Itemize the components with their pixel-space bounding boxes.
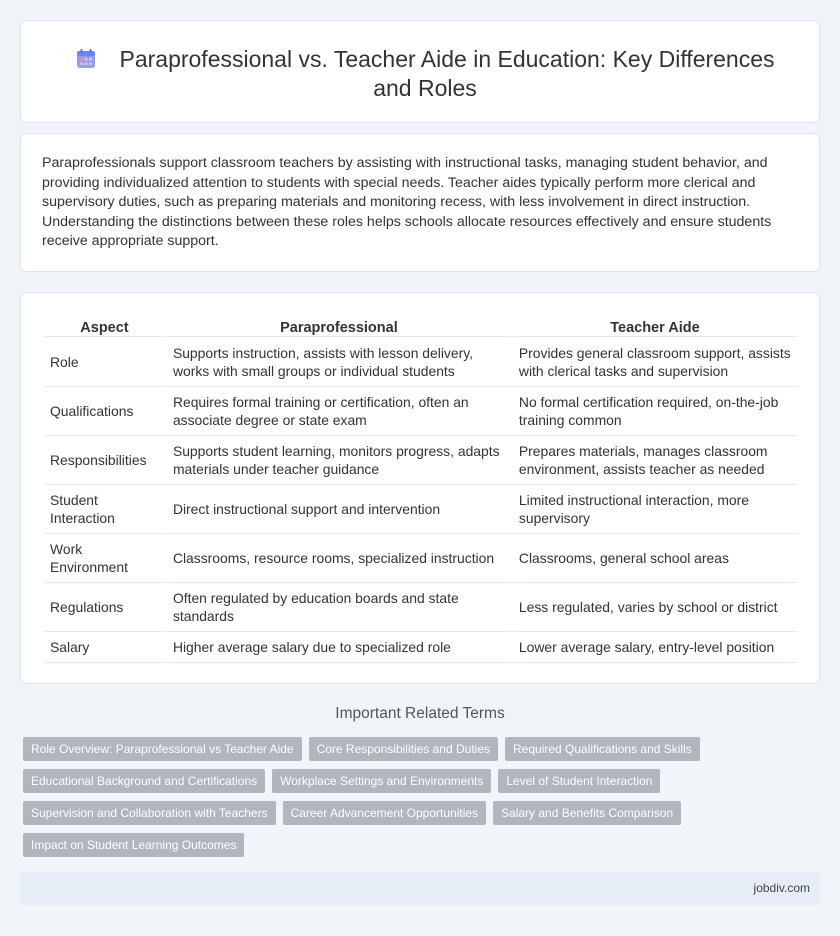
table-row — [44, 582, 797, 631]
cell-paraprofessional: Requires formal training or certification, often an associate degree or state exam — [167, 386, 511, 435]
cell-teacher-aide: Prepares materials, manages classroom environment, assists teacher as needed — [513, 435, 797, 484]
comparison-table — [42, 315, 799, 663]
related-term-tag[interactable]: Core Responsibilities and Duties — [309, 737, 498, 761]
cell-aspect: Student Interaction — [44, 484, 165, 533]
related-term-tag[interactable]: Supervision and Collaboration with Teachers — [23, 801, 276, 825]
cell-aspect: Responsibilities — [44, 435, 165, 484]
table-row — [44, 631, 797, 663]
cell-teacher-aide: Classrooms, general school areas — [513, 533, 797, 582]
cell-aspect: Qualifications — [44, 386, 165, 435]
table-row — [44, 484, 797, 533]
header-aspect: Aspect — [44, 315, 165, 337]
cell-paraprofessional: Supports student learning, monitors progress, adapts materials under teacher guidance — [167, 435, 511, 484]
cell-teacher-aide: Limited instructional interaction, more supervisory — [513, 484, 797, 533]
calendar-icon — [75, 48, 97, 70]
cell-teacher-aide: No formal certification required, on-the-job training common — [513, 386, 797, 435]
related-terms-title: Important Related Terms — [335, 705, 505, 722]
cell-aspect: Work Environment — [44, 533, 165, 582]
table-row — [44, 533, 797, 582]
footer-site-link[interactable]: jobdiv.com — [753, 881, 810, 895]
table-header-row — [44, 315, 797, 337]
cell-aspect: Salary — [44, 631, 165, 663]
intro-card — [20, 133, 820, 272]
title-card — [20, 20, 820, 123]
table-row — [44, 386, 797, 435]
page-title — [61, 45, 789, 103]
cell-aspect: Role — [50, 353, 79, 370]
cell-paraprofessional: Higher average salary due to specialized role — [167, 631, 511, 663]
cell-paraprofessional: Supports instruction, assists with lesson delivery, works with small groups or individual students — [172, 344, 473, 379]
table-row — [44, 337, 797, 386]
cell-paraprofessional: Direct instructional support and intervention — [167, 484, 511, 533]
intro-paragraph: Paraprofessionals support classroom teachers by assisting with instructional tasks, managing student behavior, and providing individualized attention to students with special needs. Teacher aides typically perform more clerical and supervisory duties, such as preparing materials and monitoring recess, with less involvement in direct instruction. Understanding the distinctions between these roles helps schools allocate resources effectively and ensure students receive appropriate support. — [42, 155, 772, 250]
comparison-card — [20, 292, 820, 684]
table-row — [44, 435, 797, 484]
related-terms-list — [23, 737, 803, 857]
cell-aspect: Regulations — [44, 582, 165, 631]
page-title-text: Paraprofessional vs. Teacher Aide in Education: Key Differences and Roles — [119, 46, 775, 101]
related-term-tag[interactable]: Level of Student Interaction — [498, 769, 660, 793]
footer-bar — [20, 872, 820, 905]
cell-teacher-aide: Provides general classroom support, assists with clerical tasks and supervision — [518, 344, 791, 379]
related-term-tag[interactable]: Career Advancement Opportunities — [283, 801, 486, 825]
cell-teacher-aide: Lower average salary, entry-level position — [513, 631, 797, 663]
cell-paraprofessional: Often regulated by education boards and state standards — [167, 582, 511, 631]
cell-paraprofessional: Classrooms, resource rooms, specialized instruction — [167, 533, 511, 582]
related-term-tag[interactable]: Impact on Student Learning Outcomes — [23, 833, 244, 857]
header-paraprofessional: Paraprofessional — [167, 315, 511, 337]
header-teacher-aide: Teacher Aide — [513, 315, 797, 337]
related-term-tag[interactable]: Role Overview: Paraprofessional vs Teacher Aide — [23, 737, 302, 761]
related-term-tag[interactable]: Workplace Settings and Environments — [272, 769, 491, 793]
cell-teacher-aide: Less regulated, varies by school or district — [513, 582, 797, 631]
related-term-tag[interactable]: Required Qualifications and Skills — [505, 737, 700, 761]
related-term-tag[interactable]: Educational Background and Certifications — [23, 769, 265, 793]
related-term-tag[interactable]: Salary and Benefits Comparison — [493, 801, 681, 825]
